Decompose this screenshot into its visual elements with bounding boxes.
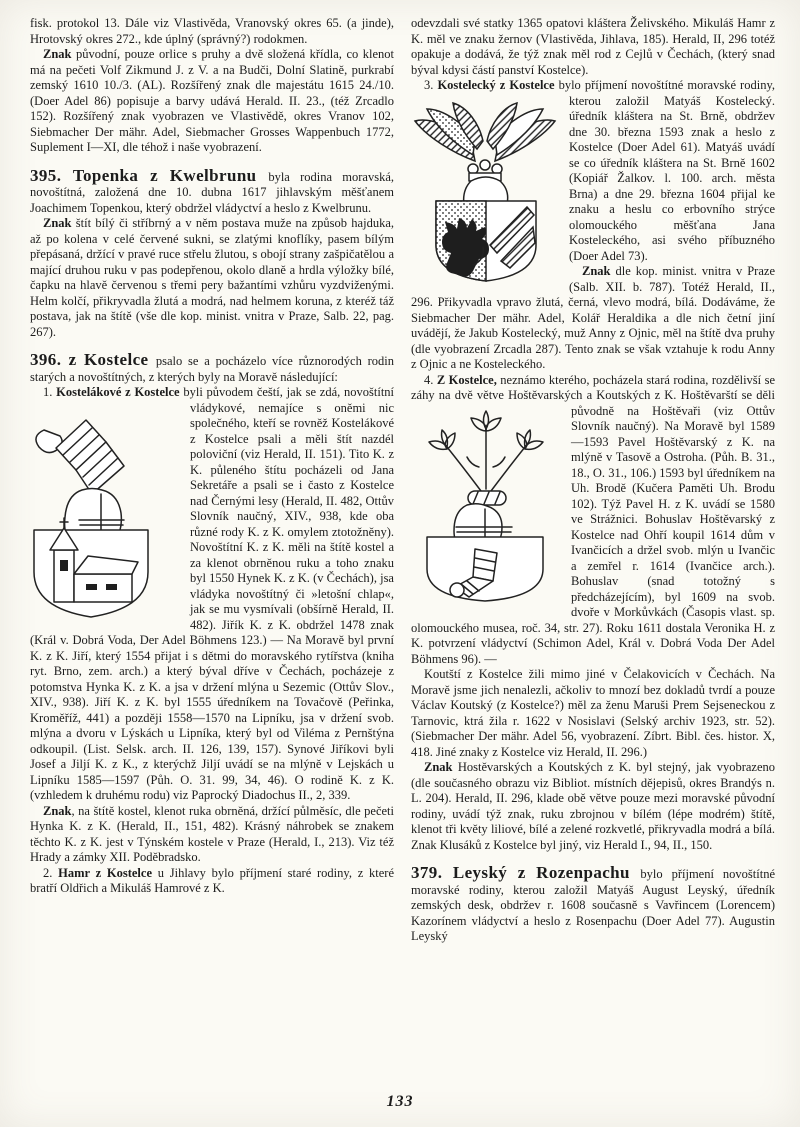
text-run: Hamr z Kostelce: [58, 865, 152, 880]
section-396-z-kostelce: [30, 352, 394, 385]
section-395-topenka: [30, 165, 394, 217]
continuation-paragraph: [30, 16, 394, 47]
text-run: fisk. protokol 13. Dále viz Vlastivěda, Vranovský okres 65. (a jinde), Hrotovský okres 272., kde úplný (správný?) rodokmen.: [30, 16, 394, 46]
koutsti-paragraph: [411, 667, 775, 760]
church-arms-figure: [30, 404, 180, 624]
church-arms-icon: [30, 404, 180, 624]
text-run: děli původně na Hoštěvaři (viz Ottův Slovník naučný). Na Moravě byl 1589—1593 Pavel Hoštěvarský z K. na mlýně v Tasově a Ostroha. (Půh. B. 31., 18., O. 31., 106.) 1593 byl úředníkem na Uh. Brodě (Kučera Paměti Uh. Brodu 102). Týž Pavel H. z K. uvádí se 1580 ve Strážnici. Bohuslav Hoštěvarský z Kostelce nad Ohří koupil 1614 dům v Ivančicích a držel svob. mlýn u Ivančic a zemřel r. 1614 (Ivančice arch.). Bohuslav (snad totožný s předcházejícím), byl 1609 na svob. dvoře v Morkůvkách (Časopis vlast. sp. olomouckého musea, roč. 34, str. 27). Roku 1611 dostala Veronika H. z K. potvrzení vládyctví (Schimon Adel, Král v. Dobrá Voda Der Adel Böhmens 96). —: [411, 388, 775, 666]
item-3-kostelecky: [411, 78, 775, 264]
text-run: dle kop. minist. vnitra v Praze (Salb. XII. b. 787). Totéž Herald, II., 296. Přikyvadla vpravo žlutá, černá, vlevo modrá, bílá. Dodáváme, že Siebmacher Der mähr. Adel, Kolář Heraldika a dle nich četní jiní uvádějí, že Jakub Kostelecký, muž Anny z Ojnic, měl na štítě dva pruhy (dle vyobrazení Zrcadla 287). Tento znak se však vztahuje k rodu Anny z Ojnic a ne Kosteleckého.: [411, 264, 775, 371]
page-number: 133: [386, 1093, 414, 1110]
text-run: 395. Topenka z Kwelbrunu: [30, 165, 269, 185]
text-run: 1.: [43, 385, 57, 399]
znak-paragraph-vranovsky: [30, 47, 394, 156]
lily-arms-figure: [411, 407, 561, 603]
text-run: bylo příjmení novoštítné: [554, 78, 684, 92]
text-run: Kostelecký z Kostelce: [437, 78, 555, 92]
text-run: moravské rodiny, kterou založil Matyáš Kostelecký. úředník kláštera na St. Brně, obdržev dne 30. března 1593 znak a heslo z Kostelce (Doer Adel 61). Matyáš uvádí se co úředník kláštera na St. Brně 1602 (Kopiář Žalkov. l. 100. arch. města Brna) a dne 29. března 1604 přijal ke znaku a heslu co erbovního strýce olomouckého měšťana Jana Kosteleckého, asi svého příbuzného (Doer Adel 73).: [569, 78, 776, 263]
text-run: 396. z Kostelce: [30, 350, 156, 369]
text-run: 4.: [424, 372, 437, 387]
text-run: Znak: [43, 216, 72, 230]
text-run: odevzdali své statky 1365 opatovi kláštera Želivského. Mikuláš Hamr z K. měl ve znaku žernov (Vlastivěda, Jihlava, 185). Herald, II, 296 totéž opakuje a dodává, že týž znak měl rod z Cejlů v Čechách, (který snad býval kdysi částí panství Kostelce).: [411, 16, 775, 77]
text-run: neznámo kterého, pocházela stará rodina, rozdělivší se záhy na dvě větve Hoštěvarských a Koutských z K. Hoštěvarští se: [411, 372, 776, 402]
text-run: byla rodina moravská, novoštítná, založená dne 10. dubna 1617 jihlavským měšťanem Joachimem Topenkou, který obdržel vládyctví a heslo z Kwelbrunu.: [30, 169, 394, 215]
text-run: 2.: [43, 865, 59, 880]
text-run: psalo se a pocházelo více různorodých rodin starých a novoštítných, z kterých byly na Moravě následující:: [30, 354, 394, 384]
znak-paragraph-kostelakove: [30, 804, 394, 866]
text-run: Z Kostelce,: [436, 372, 497, 387]
item-2-hamr: [30, 866, 394, 897]
winged-arms-figure: [411, 97, 559, 283]
text-run: 3.: [424, 78, 438, 92]
lily-arms-icon: [411, 407, 561, 603]
text-run: Koutští z Kostelce žili mimo jiné v Čelakovicích v Čechách. Na Moravě jsme jich nenalezli, ačkoliv to mnozí bez dokladů tvrdí a pouze Václav Koutský (z Kostelce?) měl za ženu Maruši Prem Sejseneckou z Tarnovic, ktrá žila r. 1622 v Nosislavi (Selský archiv 1923, str. 52). (Siebmacher Der mähr. Adel 56, vyobrazení. Zíbrt. Bibl. čes. histor. X, 418. Jiné znaky z Kostelce viz Herald, II. 296.): [411, 667, 775, 759]
right-column: [411, 16, 775, 1081]
text-run: Znak: [43, 803, 72, 818]
winged-arms-icon: [411, 97, 559, 283]
continuation-hamr: [411, 16, 775, 78]
text-run: původní, pouze orlice s pruhy a dvě složená křídla, co klenot má na pečeti Volf Zikmund J. z V. a na Budči, Dolní Slatině, purkrabí zemský 1610 10./3. (AL). Rozšířený znak dle majestátu 1615 24./10. (Doer Adel 86) popisuje a barvy udává Herald. II. 23., (též Zrcadlo 152). Rozšířený znak vyobrazen ve Vlastivědě, okres Vranov 102, Siebmacher Der mähr. Adel, Siebmacher Grosses Wappenbuch 1772, Suplement I—XI, dle téhož i naše vyobrazení.: [30, 47, 394, 154]
text-run: 379. Leyský z Rozenpachu: [411, 863, 641, 882]
text-run: byli původem čeští, jak: [179, 385, 302, 399]
section-379-leysky: [411, 865, 775, 945]
text-run: štít bílý či stříbrný a v něm postava muže na způsob hajduka, až po kolena v celé červené sukni, se zlatými knoflíky, pasem bílým přepásaná, držící v pravé ruce střelu žlutou, s obojí strany zašpičatělou a mající druhou ruku v pas podepřenou, okolo dlaně a hrdla výložky bílé, čapku na hlavě červenou s třemi pery bažantími vzhůru vyzdviženými. Helm kolčí, přikryvadla žlutá a modrá, nad helmem koruna, z kteréž táž postava, jak na štítě (vše dle kop. minist. vnitra v Praze, Salb. 22, pag. 267).: [30, 216, 394, 339]
text-run: se zdá, novoštítní vládykové, nemajíce s oněmi nic společného, kteří se rovněž Kostelákové z Kostelce psali a měli štít nazdél poloviční (viz Herald, II. 151). Tito K. z K. půleného štítu pocházeli od Jana Sekretáře a psali se i často z Kostelce nad Černými lesy (Herald, II. 482, Ottův Slovník naučný, XIV., 938, kde oba různé rody K. z K. omylem ztotožněny). Novoštítní K. z K. měli na štítě kostel a za klenot obrněnou ruku a toho znaku byl 1550 Hynek K. z K. (v Čechách), jsa vládyka novoštítný či »letošní chlap«, jak se mu vysmívali (obšírně Herald, II. 482). Jiřík K. z K. obdržel 1478 znak (Král v. Dobrá Voda, Der Adel Böhmens 123.) — Na Moravě byl první K. z K. Jiří, který 1554 přijat i s dětmi do moravského rytířstva (kniha ryt. Brno, zem. arch.) a který býval dříve v Čechách, pocházeje z potomstva Hynka K. z K. a jsa v držení mlýna u Sezemic (Ottův Slov., XIV., 938). Jiří K. z K. byl 1555 úředníkem na Tovačově (Peřinka, Kroměříž, 441) a později 1558—1570 na Lipníku, jsa v držení svob. mlýna a dvoru v Lýskách u Lipníka, který byl od Viléma z Pernštýna odkoupil. (List. Selsk. arch. II. 126, 139, 157). Synové Jiříkovi byli Josef a Jiljí K. z K., z kterýchž Jiljí uvádí se na mlýně v Lejskách u Lipníku 1585—1597 (Půh. O. 31. 99, 34, 46). O rodině K. z K. (vzhledem k druhému rodu) viz Paprocký Diadochus II., 2, 339.: [30, 385, 395, 802]
left-column: [30, 16, 394, 1081]
text-run: Kostelákové z Kostelce: [56, 385, 180, 399]
text-columns: [30, 16, 776, 1081]
text-run: Znak: [424, 760, 453, 774]
znak-paragraph-topenka: [30, 216, 394, 340]
znak-paragraph-hostevarsti: [411, 760, 775, 853]
text-run: Hostěvarských a Koutských z K. byl stejný, jak vyobrazeno (dle současného obrazu viz Bibliot. místních dějepisů, okres Brandýs n. L. 204). Herald, II. 296, klade obě větve pouze mezi moravské původní rodiny, uvádí týž znak, ruku zbrojnou v bílém (lépe modrém) štítě, klenot tři květy liliové, bílé a zelené rozkvetlé, přikryvadla modrá a bílá. Znak Klusáků z Kostelce byl jiný, viz Herald I., 94, II., 150.: [411, 760, 775, 852]
text-run: Znak: [43, 47, 72, 61]
item-4-z-kostelce: [411, 373, 775, 668]
text-run: , na štítě kostel, klenot ruka obrněná, držící půlměsíc, dle pečeti Hynka K. z K. (Herald, II., 151, 482). Krásný náhrobek se znakem těchto K. z K. jest v Týnském kostele v Praze (Herald, I., 213). Viz též Hrady a zámky XII. Poděbradsko.: [30, 803, 394, 864]
text-run: u Jihlavy bylo příjmení staré rodiny, z které bratří Oldřich a Mikuláš Hamrové z K.: [30, 865, 394, 895]
text-run: Znak: [582, 264, 611, 278]
item-1-kostelakove: [30, 385, 394, 804]
text-run: bylo příjmení novoštítné moravské rodiny, kterou založil Matyáš August Leyský, úředník zemských desk, obdržev r. 1608 současně s Vavřincem (Lorencem) Kazorínem vládyctví a heslo z Rosenpachu (Doer Adel 77). Augustin Leyský: [411, 867, 775, 943]
